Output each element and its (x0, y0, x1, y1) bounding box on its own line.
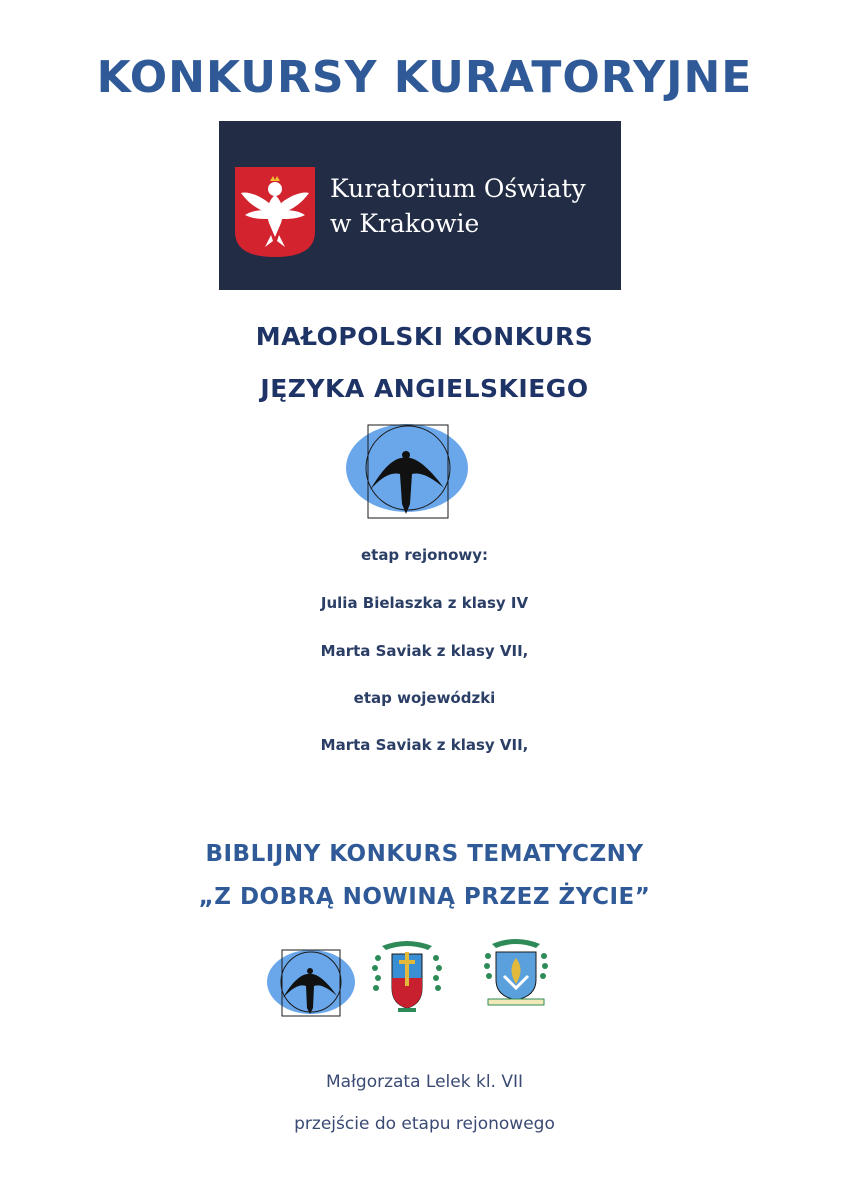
contest1-line: Marta Saviak z klasy VII, (320, 736, 529, 754)
swallow-logo-icon (344, 422, 470, 520)
page-title: KONKURSY KURATORYJNE (96, 52, 753, 103)
contest2-result-note: przejście do etapu rejonowego (294, 1114, 555, 1134)
swallow-logo-small-icon (265, 948, 357, 1018)
contest1-line: etap rejonowy: (360, 546, 489, 564)
contest1-line: Julia Bielaszka z klasy IV (320, 594, 529, 612)
polish-eagle-emblem-icon (235, 167, 315, 257)
bishop-coat-of-arms-icon (368, 938, 446, 1014)
kuratorium-logo (219, 121, 621, 290)
logo-line-1: Kuratorium Oświaty (330, 174, 586, 203)
contest1-title-line2: JĘZYKA ANGIELSKIEGO (260, 374, 589, 403)
contest2-title-line2: „Z DOBRĄ NOWINĄ PRZEZ ŻYCIE” (198, 884, 651, 910)
contest1-line: Marta Saviak z klasy VII, (320, 642, 529, 660)
contest2-result-name: Małgorzata Lelek kl. VII (325, 1072, 524, 1092)
logo-line-2: w Krakowie (330, 209, 480, 238)
contest1-line: etap wojewódzki (353, 689, 496, 707)
contest2-title-line1: BIBLIJNY KONKURS TEMATYCZNY (205, 841, 644, 867)
archbishop-coat-of-arms-icon (482, 936, 550, 1008)
contest1-title-line1: MAŁOPOLSKI KONKURS (255, 322, 594, 351)
